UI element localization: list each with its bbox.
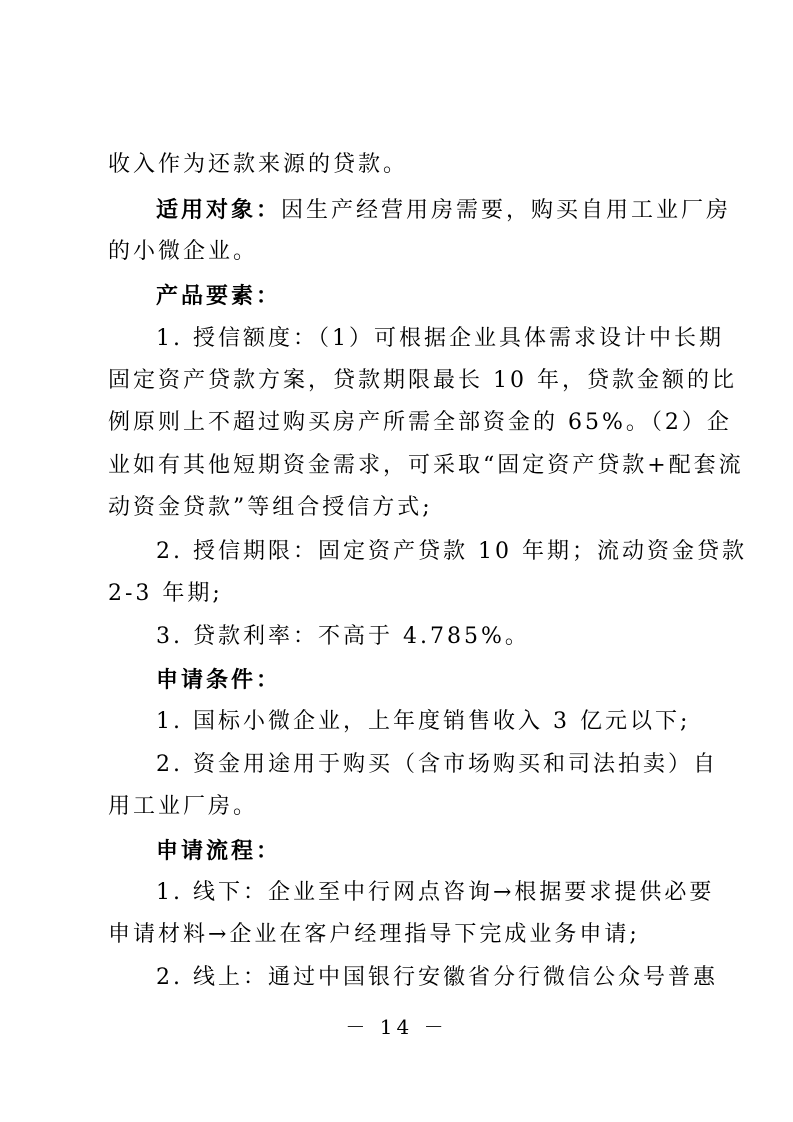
page-number: － 14 － bbox=[345, 1015, 448, 1039]
paragraph-line: 2. 授信期限：固定资产贷款 10 年期；流动资金贷款 bbox=[156, 539, 747, 564]
paragraph-line: 的小微企业。 bbox=[108, 239, 259, 264]
paragraph-line: 2. 资金用途用于购买（含市场购买和司法拍卖）自 bbox=[156, 752, 718, 777]
paragraph-line: 用工业厂房。 bbox=[108, 794, 259, 819]
paragraph-line: 动资金贷款”等组合授信方式; bbox=[108, 495, 433, 520]
paragraph-line: 例原则上不超过购买房产所需全部资金的 65%。（2）企 bbox=[108, 410, 732, 435]
application-process-heading: 申请流程： bbox=[156, 838, 282, 864]
paragraph-line: 1. 授信额度：（1）可根据企业具体需求设计中长期 bbox=[156, 326, 724, 351]
paragraph-line: 1. 国标小微企业，上年度销售收入 3 亿元以下; bbox=[156, 709, 691, 734]
paragraph-line: 收入作为还款来源的贷款。 bbox=[108, 152, 409, 177]
paragraph-line: 业如有其他短期资金需求，可采取“固定资产贷款+配套流 bbox=[108, 453, 744, 478]
applicable-target-label: 适用对象： bbox=[156, 197, 282, 223]
paragraph-line: 2-3 年期; bbox=[108, 581, 223, 606]
applicable-target-line bbox=[156, 195, 732, 226]
paragraph-line: 申请材料→企业在客户经理指导下完成业务申请; bbox=[108, 922, 640, 947]
paragraph-line: 1. 线下：企业至中行网点咨询→根据要求提供必要 bbox=[156, 880, 715, 905]
paragraph-line: 3. 贷款利率：不高于 4.785%。 bbox=[156, 624, 530, 649]
application-conditions-heading: 申请条件： bbox=[156, 667, 282, 693]
paragraph-line: 固定资产贷款方案，贷款期限最长 10 年，贷款金额的比 bbox=[108, 368, 737, 393]
paragraph-line: 2. 线上：通过中国银行安徽省分行微信公众号普惠 bbox=[156, 965, 718, 990]
product-elements-heading: 产品要素： bbox=[156, 283, 282, 309]
applicable-target-text: 因生产经营用房需要，购买自用工业厂房 bbox=[281, 198, 732, 223]
